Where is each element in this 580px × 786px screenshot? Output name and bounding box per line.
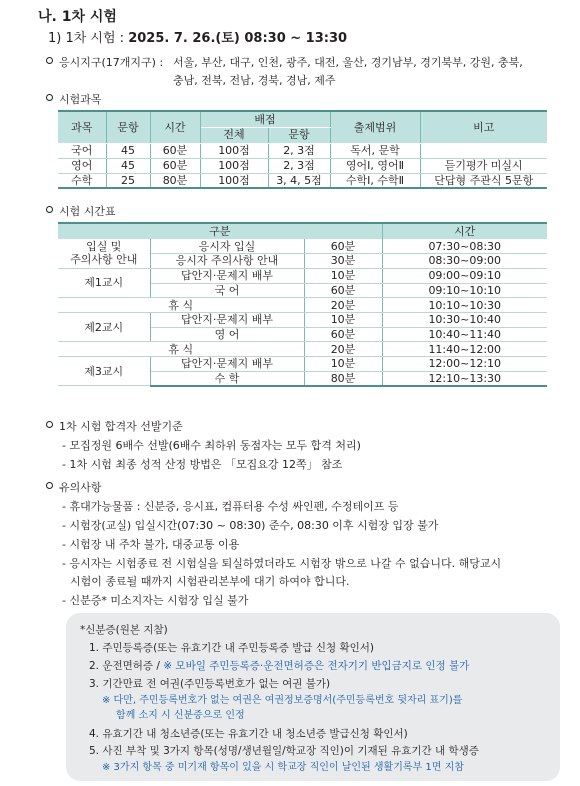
exam-date-prefix: 1) 1차 시험 : — [48, 31, 129, 46]
subjects-title: 시험과목 — [46, 93, 102, 106]
cell-item: 응시자 입실 — [150, 239, 304, 254]
cell-note: 단답형 주관식 5문항 — [420, 173, 547, 188]
col-subject: 과목 — [58, 111, 106, 143]
cell-item: 영 어 — [150, 327, 304, 342]
cell-time: 60분 — [150, 158, 200, 173]
notice-item: - 응시자는 시험종료 전 시험실을 퇴실하였더라도 시험장 밖으로 나갈 수 없습니다. 해당교시 — [62, 557, 502, 570]
id-note-item-3-note-2: 함께 소지 시 신분증으로 인정 — [116, 710, 245, 721]
cell-time-range: 11:40~12:00 — [382, 342, 547, 357]
id-note-item-2 — [89, 660, 469, 673]
table-row — [58, 239, 547, 254]
id-note-item-2-prefix: 2. 운전면허증 / — [89, 660, 164, 672]
cell-item: 답안지·문제지 배부 — [150, 268, 304, 283]
cell-total: 100점 — [200, 173, 268, 188]
group-period-3: 제3교시 — [58, 357, 150, 386]
id-note-title: *신분증(원본 지참) — [80, 624, 168, 636]
cell-per-item: 2, 3점 — [268, 158, 330, 173]
col-items: 문항 — [106, 111, 150, 143]
cell-item: 국 어 — [150, 283, 304, 298]
cell-time-range: 09:00~09:10 — [382, 268, 547, 283]
subjects-table — [58, 110, 547, 189]
cell-duration: 30분 — [304, 254, 382, 269]
notice-item: - 신분증* 미소지자는 시험장 입실 불가 — [62, 594, 249, 607]
cell-total: 100점 — [200, 143, 268, 158]
id-note-item-2-warning: ※ 모바일 주민등록증·운전면허증은 전자기기 반입금지로 인정 불가 — [163, 660, 470, 672]
timetable-table — [58, 222, 547, 387]
notices-title: 유의사항 — [46, 481, 102, 494]
cell-time-range: 12:10~13:30 — [382, 371, 547, 386]
cell-duration: 20분 — [304, 298, 382, 313]
cell-item: 수 학 — [150, 371, 304, 386]
table-row — [58, 268, 547, 283]
cell-duration: 60분 — [304, 283, 382, 298]
cell-duration: 60분 — [304, 239, 382, 254]
regions-line-2: 충남, 전북, 전남, 경북, 경남, 제주 — [173, 74, 336, 87]
col-note: 비고 — [420, 111, 547, 143]
notice-item: - 시험장 내 주차 불가, 대중교통 이용 — [62, 538, 240, 551]
cell-note — [420, 143, 547, 158]
cell-duration: 80분 — [304, 371, 382, 386]
id-note-item-3: 3. 기간만료 전 여권(주민등록번호가 없는 여권 불가) — [89, 678, 331, 690]
cell-item: 휴 식 — [58, 298, 304, 313]
pass-criteria-title: 1차 시험 합격자 선발기준 — [46, 420, 183, 433]
cell-time-range: 09:10~10:10 — [382, 283, 547, 298]
cell-duration: 10분 — [304, 357, 382, 372]
cell-subject: 영어 — [58, 158, 106, 173]
table-row — [58, 173, 547, 188]
id-note-item-5: 5. 사진 부착 및 3가지 항목(성명/생년월일/학교장 직인)이 기재된 유효기간 내 학생증 — [89, 745, 479, 757]
cell-time: 80분 — [150, 173, 200, 188]
table-row — [58, 342, 547, 357]
regions-line-1: 서울, 부산, 대구, 인천, 광주, 대전, 울산, 경기남부, 경기북부, 강원, 충북, — [173, 56, 523, 69]
cell-items: 45 — [106, 158, 150, 173]
col-category: 구분 — [58, 223, 382, 239]
cell-scope: 독서, 문학 — [330, 143, 420, 158]
section-heading: 나. 1차 시험 — [38, 9, 117, 25]
cell-items: 45 — [106, 143, 150, 158]
cell-duration: 60분 — [304, 327, 382, 342]
cell-total: 100점 — [200, 158, 268, 173]
cell-per-item: 2, 3점 — [268, 143, 330, 158]
cell-time: 60분 — [150, 143, 200, 158]
regions-label: 응시지구(17개지구) : — [46, 56, 163, 69]
cell-item: 응시자 주의사항 안내 — [150, 254, 304, 269]
col-timetable-time: 시간 — [382, 223, 547, 239]
cell-duration: 10분 — [304, 268, 382, 283]
cell-duration: 10분 — [304, 312, 382, 327]
table-row — [58, 298, 547, 313]
col-score-per-item: 문항 — [268, 127, 330, 143]
group-entry — [58, 239, 150, 268]
cell-subject: 수학 — [58, 173, 106, 188]
col-scope: 출제범위 — [330, 111, 420, 143]
cell-time-range: 07:30~08:30 — [382, 239, 547, 254]
cell-scope: 영어Ⅰ, 영어Ⅱ — [330, 158, 420, 173]
table-row — [58, 158, 547, 173]
id-note-item-4: 4. 유효기간 내 청소년증(또는 유효기간 내 청소년증 발급신청 확인서) — [89, 728, 408, 740]
cell-per-item: 3, 4, 5점 — [268, 173, 330, 188]
cell-time-range: 10:30~10:40 — [382, 312, 547, 327]
cell-subject: 국어 — [58, 143, 106, 158]
notice-item-continued: 시험이 종료될 때까지 시험관리본부에 대기 하여야 합니다. — [70, 575, 350, 588]
group-period-1: 제1교시 — [58, 268, 150, 297]
col-time: 시간 — [150, 111, 200, 143]
cell-item: 휴 식 — [58, 342, 304, 357]
cell-items: 25 — [106, 173, 150, 188]
cell-scope: 수학Ⅰ, 수학Ⅱ — [330, 173, 420, 188]
cell-item: 답안지·문제지 배부 — [150, 312, 304, 327]
cell-note: 듣기평가 미실시 — [420, 158, 547, 173]
id-note-item-5-note: ※ 3가지 항목 중 미기재 항목이 있을 시 학교장 직인이 날인된 생활기록부 1면 지참 — [102, 762, 464, 773]
cell-time-range: 08:30~09:00 — [382, 254, 547, 269]
cell-time-range: 10:10~10:30 — [382, 298, 547, 313]
table-row — [58, 357, 547, 372]
pass-criteria-item: - 1차 시험 최종 성적 산정 방법은 「모집요강 12쪽」 참조 — [62, 458, 343, 471]
notice-item: - 시험장(교실) 입실시간(07:30 ~ 08:30) 준수, 08:30 이후 시험장 입장 불가 — [62, 519, 439, 532]
exam-date-value: 2025. 7. 26.(토) 08:30 ~ 13:30 — [128, 31, 348, 46]
notice-item: - 휴대가능물품 : 신분증, 응시표, 컴퓨터용 수성 싸인펜, 수정테이프 등 — [62, 500, 399, 513]
col-score: 배점 — [200, 111, 330, 127]
exam-date-line — [48, 31, 347, 47]
table-row — [58, 312, 547, 327]
group-entry-line-1: 입실 및 — [86, 240, 122, 254]
cell-time-range: 10:40~11:40 — [382, 327, 547, 342]
cell-duration: 20분 — [304, 342, 382, 357]
pass-criteria-item: - 모집정원 6배수 선발(6배수 최하위 동점자는 모두 합격 처리) — [62, 439, 361, 452]
col-score-total: 전체 — [200, 127, 268, 143]
group-entry-line-2: 주의사항 안내 — [70, 253, 138, 267]
cell-item: 답안지·문제지 배부 — [150, 357, 304, 372]
table-row — [58, 143, 547, 158]
timetable-title: 시험 시간표 — [46, 205, 116, 218]
cell-time-range: 12:00~12:10 — [382, 357, 547, 372]
group-period-2: 제2교시 — [58, 312, 150, 341]
id-note-item-1: 1. 주민등록증(또는 유효기간 내 주민등록증 발급 신청 확인서) — [89, 642, 375, 654]
id-note-item-3-note-1: ※ 다만, 주민등록번호가 없는 여권은 여권정보증명서(주민등록번호 뒷자리 표기)를 — [102, 695, 463, 706]
